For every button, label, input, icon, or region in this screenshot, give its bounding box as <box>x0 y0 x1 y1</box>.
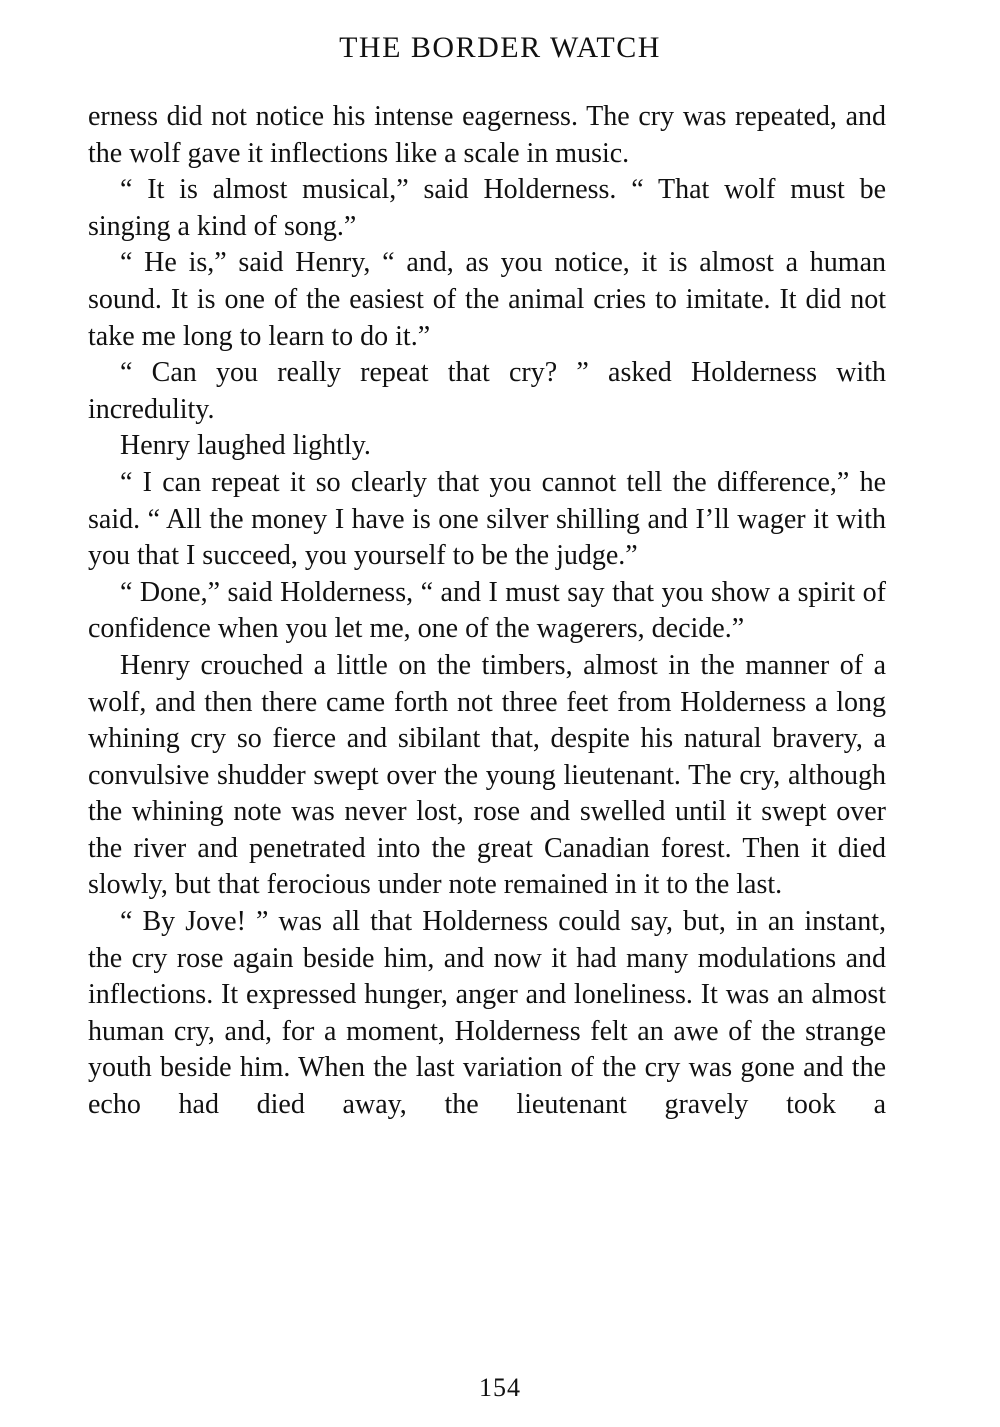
paragraph: “ I can repeat it so clearly that you cannot tell the difference,” he said. “ All the money I have is one silver shilling and I’ll wager it with you that I succeed, you yourself to be the judge.” <box>88 466 886 572</box>
paragraph: Henry crouched a little on the timbers, almost in the manner of a wolf, and then there came forth not three feet from Holderness a long whining cry so fierce and sibilant that, despite his natural bravery, a convulsive shudder swept over the young lieutenant. The cry, although the whining note was never lost, rose and swelled until it swept over the river and penetrated into the great Canadian forest. Then it died slowly, but that ferocious under note remained in it to the last. <box>88 649 886 901</box>
paragraph: “ Can you really repeat that cry? ” asked Holderness with incredulity. <box>88 357 886 425</box>
paragraph: “ By Jove! ” was all that Holderness could say, but, in an instant, the cry rose again beside him, and now it had many modulations and inflections. It expressed hunger, anger and loneliness. It was an almost human cry, and, for a moment, Holderness felt an awe of the strange youth beside him. When the last variation of the cry was gone and the echo had died away, the lieutenant gravely took a <box>88 906 886 1121</box>
body-text <box>88 99 886 1124</box>
paragraph: Henry laughed lightly. <box>120 430 371 462</box>
paragraph-continuation: erness did not notice his intense eagerness. The cry was repeated, and the wolf gave it inflections like a scale in music. <box>88 101 886 169</box>
paragraph: “ He is,” said Henry, “ and, as you notice, it is almost a human sound. It is one of the easiest of the animal cries to imitate. It did not take me long to learn to do it.” <box>88 247 886 352</box>
paragraph: “ Done,” said Holderness, “ and I must say that you show a spirit of confidence when you let me, one of the wagerers, decide.” <box>88 576 886 645</box>
running-head: THE BORDER WATCH <box>339 31 661 64</box>
paragraph: “ It is almost musical,” said Holderness. “ That wolf must be singing a kind of song.” <box>88 174 886 242</box>
page-number: 154 <box>479 1373 521 1402</box>
